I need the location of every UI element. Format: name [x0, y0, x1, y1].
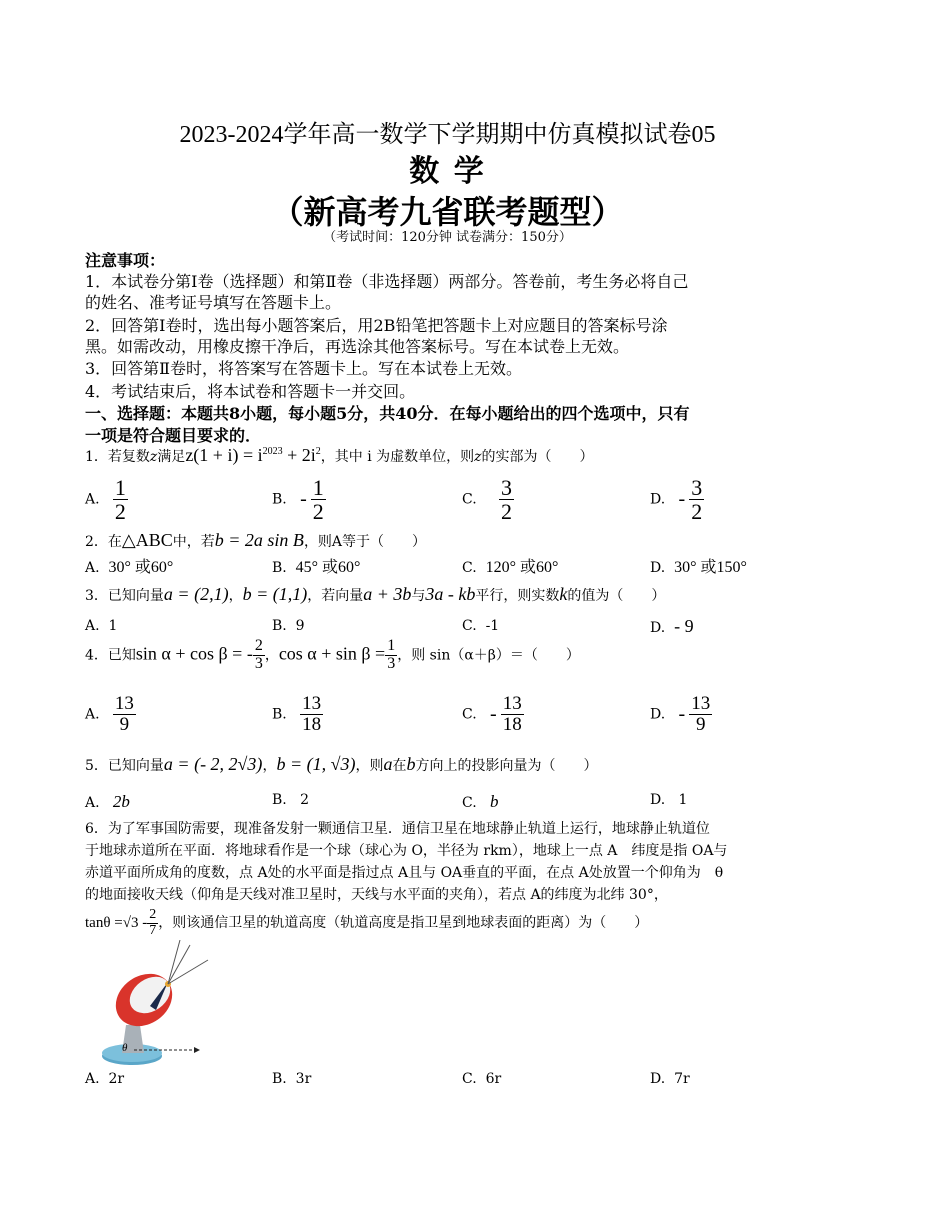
question-2: 2．在△ABC中，若b = 2a sin B，则A等于（ ）	[85, 530, 427, 550]
option-a: A. 1	[85, 618, 118, 634]
option-d: D. - $\frac{13}{9}$	[650, 693, 711, 735]
option-b: B. 2	[272, 792, 310, 808]
note-line: 1．本试卷分第Ⅰ卷（选择题）和第Ⅱ卷（非选择题）两部分。答卷前，考生务必将自己	[85, 272, 689, 291]
section-heading: 一、选择题：本题共8小题，每小题5分，共40分．在每小题给出的四个选项中，只有	[85, 404, 690, 423]
option-a: A. $\frac{13}{9}$	[85, 693, 134, 735]
question-1: 1．若复数z满足$z(1 + i) = i^{2023} + 2i^2$，其中 i 为虚数单位，则z的实部为（ ）	[85, 445, 594, 465]
option-c: C. 120° 或60°	[462, 559, 559, 576]
option-a: A. 30° 或60°	[85, 559, 174, 576]
option-b: B. 45° 或60°	[272, 559, 361, 576]
exam-type: （新高考九省联考题型）	[271, 193, 624, 231]
question-6-line: 赤道平面所成角的度数，点 A处的水平面是指过点 A且与 OA垂直的平面，在点 A处放置一个仰角为 θ	[85, 865, 724, 881]
option-c: C. $\frac{3}{2}$	[462, 475, 512, 525]
exam-title: 2023-2024学年高一数学下学期期中仿真模拟试卷05	[179, 122, 716, 148]
option-d: D. - 9	[650, 616, 694, 636]
question-6-line: tanθ =√3 - $\frac{2}{7}$ ，则该通信卫星的轨道高度（轨道高度是指卫星到地球表面的距离）为（ ）	[85, 907, 649, 938]
option-c: C. - $\frac{13}{18}$	[462, 693, 522, 735]
option-d: D. - $\frac{3}{2}$	[650, 475, 703, 525]
option-a: A. 2r	[85, 1071, 125, 1087]
question-6-line: 于地球赤道所在平面．将地球看作是一个球（球心为 O，半径为 rkm），地球上一点 A 纬度是指 OA与	[85, 843, 728, 859]
section-heading-cont: 一项是符合题目要求的．	[85, 426, 262, 445]
note-line: 黑。如需改动，用橡皮擦干净后，再选涂其他答案标号。写在本试卷上无效。	[85, 337, 630, 356]
option-a: A. 2b	[85, 792, 130, 811]
note-line: 2．回答第Ⅰ卷时，选出每小题答案后，用2B铅笔把答题卡上对应题目的答案标号涂	[85, 316, 668, 335]
time-info: （考试时间：120分钟 试卷满分：150分）	[323, 230, 572, 245]
question-4: 4．已知sin α + cos β = - $\frac{2}{3}$ ，cos α + sin β = $\frac{1}{3}$ ，则 sin（α＋β）＝（ ）	[85, 637, 580, 672]
option-b: B. 9	[272, 618, 305, 634]
theta-label: θ	[122, 1042, 128, 1054]
option-d: D. 7r	[650, 1071, 690, 1087]
subject-title: 数 学	[409, 154, 486, 189]
signal-line	[168, 945, 190, 984]
arrow-head	[194, 1047, 200, 1053]
note-line: 4．考试结束后，将本试卷和答题卡一并交回。	[85, 382, 416, 401]
option-b: B. $\frac{13}{18}$	[272, 693, 322, 735]
note-line: 3．回答第Ⅱ卷时，将答案写在答题卡上。写在本试卷上无效。	[85, 359, 523, 378]
question-6-line: 的地面接收天线（仰角是天线对准卫星时，天线与水平面的夹角），若点 A的纬度为北纬 30°，	[85, 887, 668, 903]
question-6-line: 6．为了军事国防需要，现准备发射一颗通信卫星．通信卫星在地球静止轨道上运行，地球静止轨道位	[85, 821, 710, 837]
option-d: D. 30° 或150°	[650, 559, 747, 576]
option-b: B. - $\frac{1}{2}$	[272, 475, 324, 525]
question-3: 3．已知向量a = (2,1)，b = (1,1)，若向量a + 3b与3a - kb平行，则实数k的值为（ ）	[85, 584, 666, 604]
option-b: B. 3r	[272, 1071, 312, 1087]
note-line: 的姓名、准考证号填写在答题卡上。	[85, 293, 342, 312]
notes-heading: 注意事项：	[85, 251, 166, 270]
option-a: A. $\frac{1}{2}$	[85, 475, 126, 525]
option-c: C. 6r	[462, 1071, 502, 1087]
option-d: D. 1	[650, 792, 688, 808]
question-5: 5．已知向量a = (- 2, 2√3)，b = (1, √3)，则a在b方向上的投影向量为（ ）	[85, 754, 598, 774]
satellite-dish-icon	[100, 940, 212, 1070]
option-c: C. -1	[462, 618, 500, 634]
option-c: C. b	[462, 792, 499, 811]
